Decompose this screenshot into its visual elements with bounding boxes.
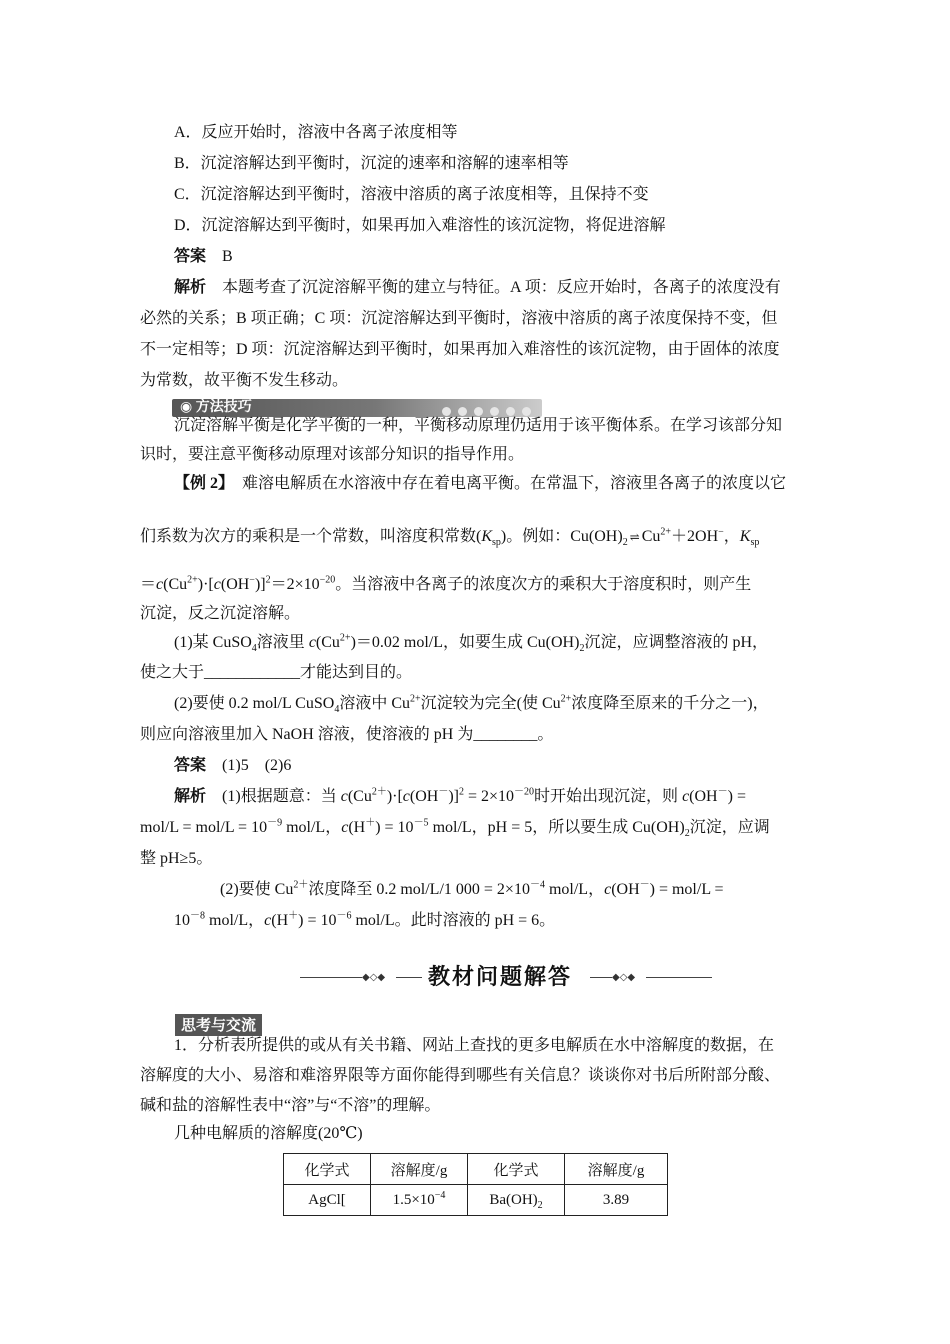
question-text-line-3: 碱和盐的溶解性表中“溶”与“不溶”的理解。 <box>140 1097 441 1114</box>
example-2-line-3: $=c(Cu^{2+})\cdot[c(OH^-)]^2=2\times 10^{-20}$。当溶液中各离子的浓度次方的乘积大于溶度积时，则产生 <box>140 574 752 593</box>
divider <box>396 977 422 978</box>
table-header-cell: 化学式 <box>284 1154 371 1185</box>
table-header-cell: 溶解度/g <box>371 1154 468 1185</box>
answer-label: 答案 <box>174 757 207 774</box>
analysis-label: 解析 <box>174 788 207 805</box>
question-2-line-1: (2)要使 0.2 mol/L CuSO$_4$溶液中 $Cu^{2+}$沉淀较为完全(使 $Cu^{2+}$浓度降至原来的千分之一)， <box>174 693 769 716</box>
question-text-line-2: 溶解度的大小、易溶和难溶界限等方面你能得到哪些有关信息？谈谈你对书后所附部分酸、 <box>140 1067 781 1084</box>
diamond-ornament-icon: ◆◇◆ <box>362 972 386 983</box>
analysis-2-line-2: $mol/L = mol/L = 10^{-9}$ mol/L，$c(H^+) = 10^{-5}$ mol/L，pH = 5，所以要生成 $Cu(OH)_2$沉淀，应调 <box>140 817 770 840</box>
analysis-1-line-3: 不一定相等；D 项：沉淀溶解达到平衡时，如果再加入难溶性的该沉淀物，由于固体的浓度 <box>140 341 780 358</box>
divider <box>300 977 362 978</box>
table-header-cell: 化学式 <box>468 1154 565 1185</box>
table-cell: $1.5\times 10^{-4}$ <box>371 1185 468 1216</box>
analysis-1-line-1: 解析 本题考查了沉淀溶解平衡的建立与特征。A 项：反应开始时，各离子的浓度没有 <box>174 279 781 296</box>
option-a: A．反应开始时，溶液中各离子浓度相等 <box>174 124 458 141</box>
answer-label: 答案 <box>174 248 207 265</box>
example-2-line-1: 【例 2】 难溶电解质在水溶液中存在着电离平衡。在常温下，溶液里各离子的浓度以它 <box>174 475 787 492</box>
method-line-2: 识时，要注意平衡移动原理对该部分知识的指导作用。 <box>140 446 525 463</box>
analysis-1-line-2: 必然的关系；B 项正确；C 项：沉淀溶解达到平衡时，溶液中溶质的离子浓度保持不变，但 <box>140 310 778 327</box>
section-title: 教材问题解答 <box>428 965 573 990</box>
divider <box>590 977 612 978</box>
question-1-line-1: (1)某 CuSO$_4$溶液里 $c(Cu^{2+})=0.02$ mol/L，如要生成 $Cu(OH)_2$沉淀，应调整溶液的 pH， <box>174 632 769 655</box>
option-b: B．沉淀溶解达到平衡时，沉淀的速率和溶解的速率相等 <box>174 155 569 172</box>
think-and-discuss-label: 思考与交流 <box>175 1014 262 1036</box>
table-cell: AgCl[ <box>284 1185 371 1216</box>
method-tips-banner <box>172 399 542 417</box>
answer-value: B <box>222 248 233 265</box>
example-2-line-4: 沉淀，反之沉淀溶解。 <box>140 605 301 622</box>
analysis-label: 解析 <box>174 279 207 296</box>
answer-2 <box>174 756 812 776</box>
option-d: D．沉淀溶解达到平衡时，如果再加入难溶性的该沉淀物，将促进溶解 <box>174 217 666 234</box>
equilibrium-arrow-icon: ⇌ <box>629 530 640 545</box>
analysis-2-line-3: 整 pH≥5。 <box>140 850 213 867</box>
analysis-2-line-5: $10^{-8}$ mol/L，$c(H^+) = 10^{-6}$ mol/L。此时溶液的 pH = 6。 <box>174 910 556 929</box>
method-line-1: 沉淀溶解平衡是化学平衡的一种，平衡移动原理仍适用于该平衡体系。在学习该部分知 <box>174 417 783 434</box>
answer-1 <box>174 247 812 267</box>
question-2-line-2: 则应向溶液里加入 NaOH 溶液，使溶液的 pH 为________。 <box>140 726 554 743</box>
divider <box>646 977 712 978</box>
question-1-line-2: 使之大于____________才能达到目的。 <box>140 664 413 681</box>
answer-value: (1)5 (2)6 <box>222 757 292 774</box>
solubility-table <box>283 1153 668 1216</box>
example-label: 【例 2】 <box>174 475 227 492</box>
table-header-cell: 溶解度/g <box>565 1154 668 1185</box>
table-cell: 3.89 <box>565 1185 668 1216</box>
method-tips-title: ◉ 方法技巧 <box>180 400 252 415</box>
diamond-ornament-icon: ◆◇◆ <box>612 972 636 983</box>
table-header-row <box>284 1154 668 1185</box>
analysis-1-line-4: 为常数，故平衡不发生移动。 <box>140 372 349 389</box>
table-caption: 几种电解质的溶解度(20℃) <box>174 1125 363 1142</box>
example-2-line-2: 们系数为次方的乘积是一个常数，叫溶度积常数$(K_{sp})$。例如：$Cu(OH)_2$ ⇌ $Cu^{2+}+2OH^-$，$K_{sp}$ <box>140 526 760 549</box>
analysis-2-line-1: 解析 (1)根据题意：当 $c(Cu^{2+})\cdot[c(OH^-)]^2 = 2\times 10^{-20}$时开始出现沉淀，则 c(OH－) = <box>174 786 746 805</box>
table-row <box>284 1185 668 1216</box>
question-text-line-1: 1．分析表所提供的或从有关书籍、网站上查找的更多电解质在水中溶解度的数据，在 <box>174 1037 775 1054</box>
section-header <box>300 962 712 994</box>
table-cell: $Ba(OH)_2$ <box>468 1185 565 1216</box>
analysis-2-line-4: (2)要使 $Cu^{2+}$浓度降至 0.2 mol/L/1 $000 = 2\times 10^{-4}$ mol/L，c(OH－) = mol/L = <box>220 879 724 898</box>
option-c: C．沉淀溶解达到平衡时，溶液中溶质的离子浓度相等，且保持不变 <box>174 186 649 203</box>
